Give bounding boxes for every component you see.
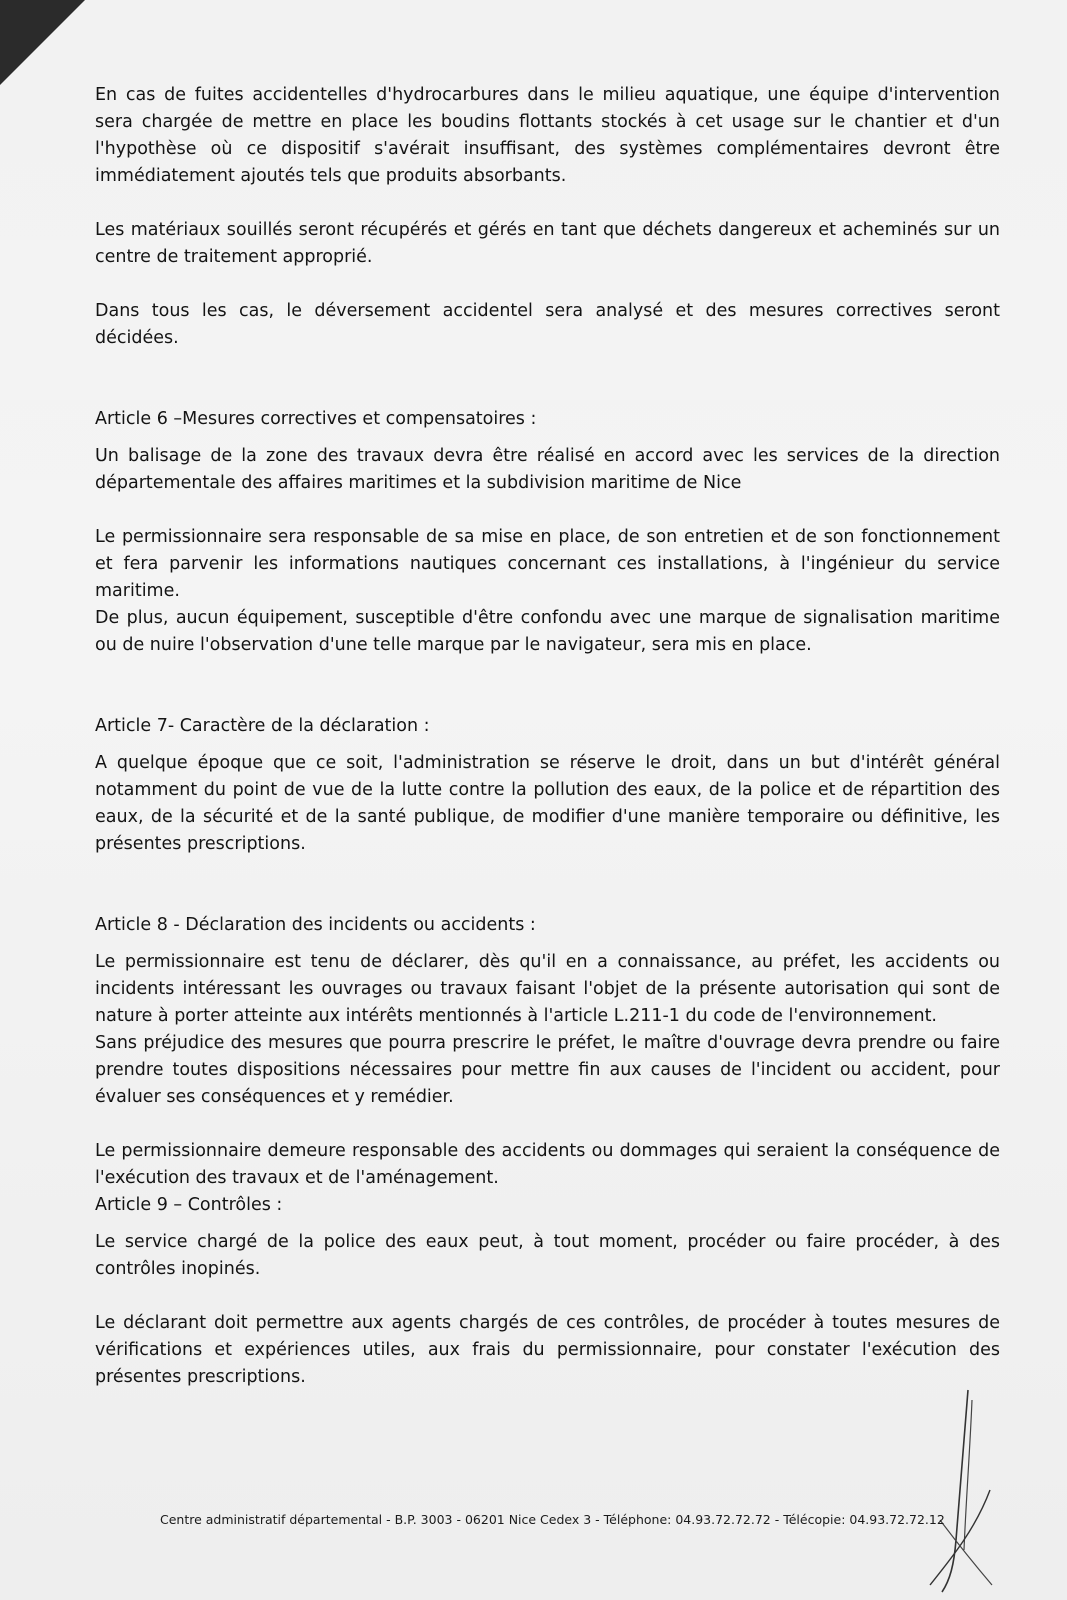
page-corner-shadow — [0, 0, 85, 85]
paragraph-contaminated-materials: Les matériaux souillés seront récupérés et gérés en tant que déchets dangereux et acheminés sur un centre de traitement approprié. — [95, 220, 1000, 267]
article-6-paragraph-1: Un balisage de la zone des travaux devra être réalisé en accord avec les services de la direction départementale des affaires maritimes et la subdivision maritime de Nice — [95, 446, 1000, 493]
article-9-paragraph-1: Le service chargé de la police des eaux peut, à tout moment, procéder ou faire procéder, à des contrôles inopinés. — [95, 1232, 1000, 1279]
article-6-paragraph-3: De plus, aucun équipement, susceptible d'être confondu avec une marque de signalisation maritime ou de nuire l'observation d'une telle marque par le navigateur, sera mis en place. — [95, 608, 1000, 655]
article-6-paragraph-2: Le permissionnaire sera responsable de sa mise en place, de son entretien et de son fonctionnement et fera parvenir les informations nautiques concernant ces installations, à l'ingénieur du service maritime. — [95, 527, 1000, 601]
paragraph-accidental-spill: Dans tous les cas, le déversement accidentel sera analysé et des mesures correctives seront décidées. — [95, 301, 1000, 348]
article-9-heading: Article 9 – Contrôles : — [95, 1195, 283, 1215]
article-8-paragraph-3: Le permissionnaire demeure responsable des accidents ou dommages qui seraient la conséquence de l'exécution des travaux et de l'aménagement. — [95, 1141, 1000, 1188]
article-7-heading: Article 7- Caractère de la déclaration : — [95, 716, 430, 736]
paragraph-hydrocarbon-leaks: En cas de fuites accidentelles d'hydrocarbures dans le milieu aquatique, une équipe d'intervention sera chargée de mettre en place les boudins flottants stockés à cet usage sur le chantier et d'un l'hypothèse où ce dispositif s'avérait insuffisant, des systèmes complémentaires devront être immédiatement ajoutés tels que produits absorbants. — [95, 85, 1000, 186]
article-8-paragraph-1: Le permissionnaire est tenu de déclarer, dès qu'il en a connaissance, au préfet, les accidents ou incidents intéressant les ouvrages ou travaux faisant l'objet de la présente autorisation qui sont de nature à porter atteinte aux intérêts mentionnés à l'article L.211-1 du code de l'environnement. — [95, 952, 1000, 1026]
article-6-heading: Article 6 –Mesures correctives et compensatoires : — [95, 409, 537, 429]
article-9-paragraph-2: Le déclarant doit permettre aux agents chargés de ces contrôles, de procéder à toutes mesures de vérifications et expériences utiles, aux frais du permissionnaire, pour constater l'exécution des présentes prescriptions. — [95, 1313, 1000, 1387]
footer-contact: Centre administratif départemental - B.P. 3003 - 06201 Nice Cedex 3 - Téléphone: 04.93.72.72.72 - Télécopie: 04.93.72.72.12 — [160, 1512, 945, 1527]
article-8-paragraph-2: Sans préjudice des mesures que pourra prescrire le préfet, le maître d'ouvrage devra prendre ou faire prendre toutes dispositions nécessaires pour mettre fin aux causes de l'incident ou accident, pour évaluer ses conséquences et y remédier. — [95, 1033, 1000, 1107]
article-7-paragraph-1: A quelque époque que ce soit, l'administration se réserve le droit, dans un but d'intérêt général notamment du point de vue de la lutte contre la pollution des eaux, de la police et de répartition des eaux, de la sécurité et de la santé publique, de modifier d'une manière temporaire ou définitive, les présentes prescriptions. — [95, 753, 1000, 854]
signature-mark — [920, 1380, 1000, 1600]
document-body — [95, 82, 1000, 1391]
article-8-heading: Article 8 - Déclaration des incidents ou accidents : — [95, 915, 536, 935]
